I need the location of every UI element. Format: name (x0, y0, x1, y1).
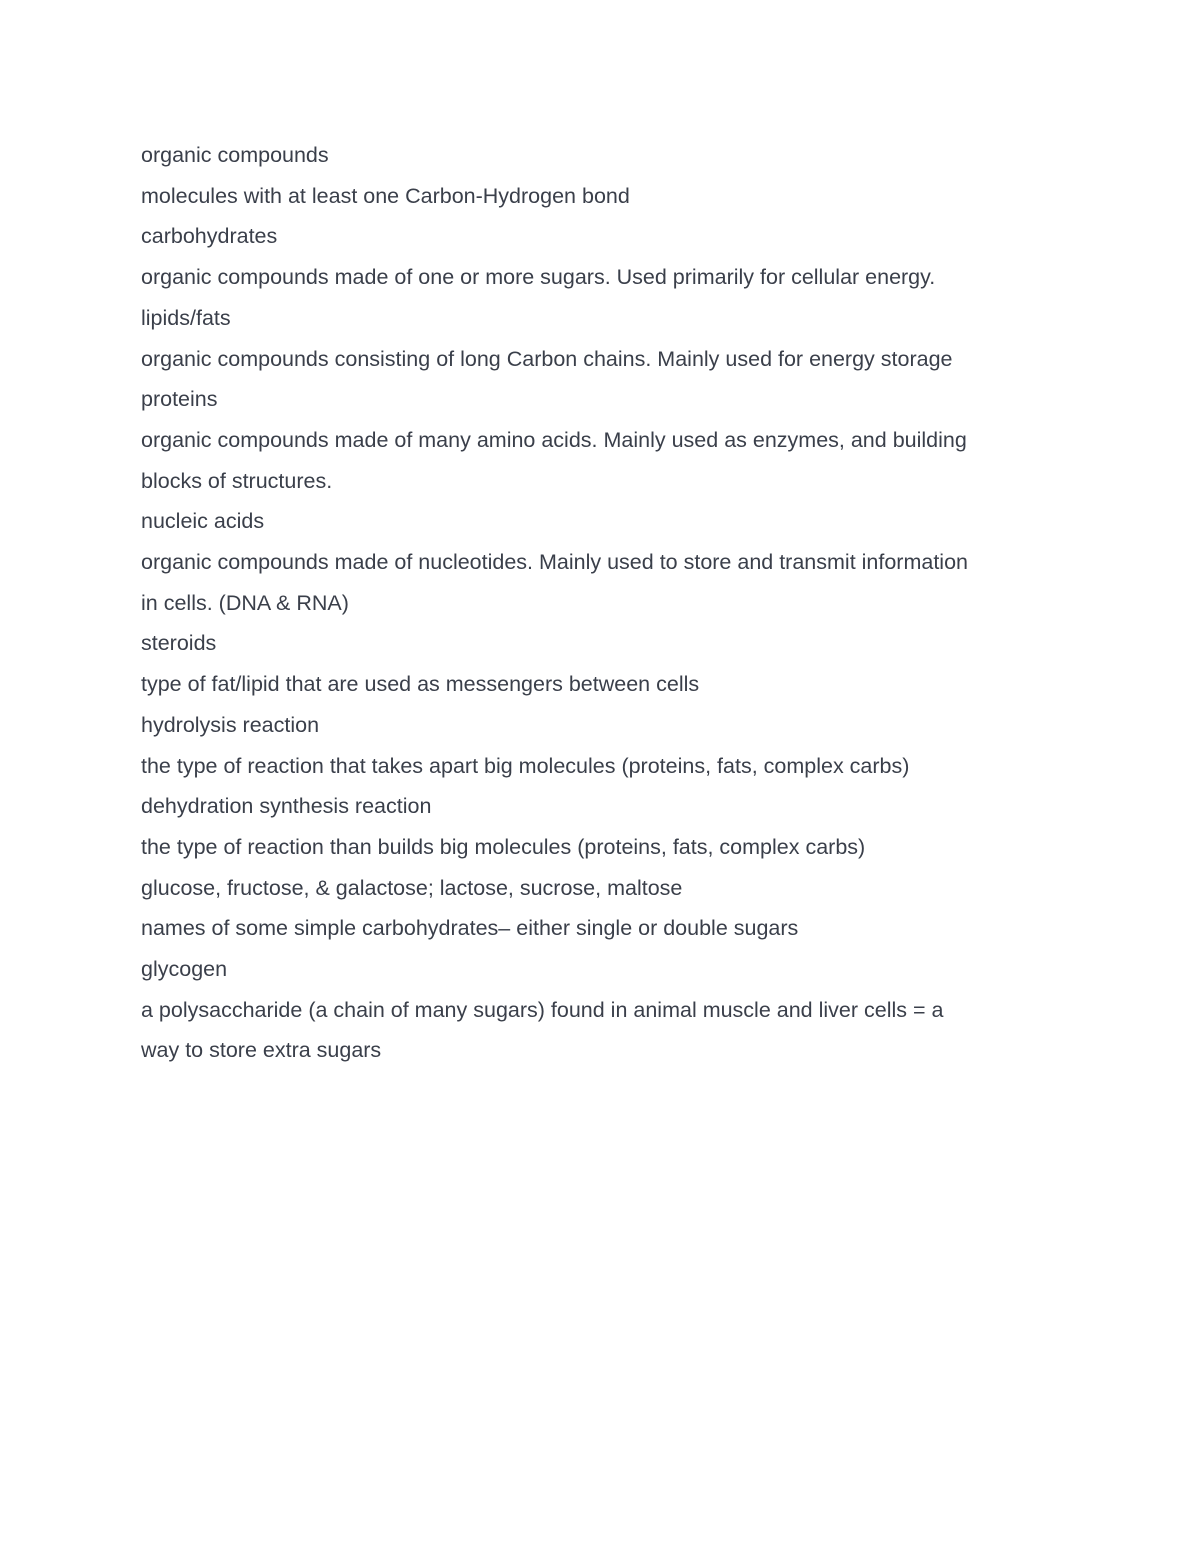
definition-steroids: type of fat/lipid that are used as messengers between cells (141, 672, 700, 697)
definition-proteins-line-1: organic compounds made of many amino acids. Mainly used as enzymes, and building (141, 427, 967, 452)
definition-carbohydrates: organic compounds made of one or more sugars. Used primarily for cellular energy. (141, 265, 936, 290)
definition-dehydration-synthesis-reaction: the type of reaction than builds big molecules (proteins, fats, complex carbs) (141, 834, 866, 859)
definition-lipids-fats: organic compounds consisting of long Carbon chains. Mainly used for energy storage (141, 346, 953, 371)
term-hydrolysis-reaction: hydrolysis reaction (141, 712, 320, 737)
term-carbohydrates: carbohydrates (141, 224, 278, 249)
definition-nucleic-acids-line-2: in cells. (DNA & RNA) (141, 590, 349, 615)
definition-nucleic-acids-line-1: organic compounds made of nucleotides. Mainly used to store and transmit information (141, 550, 968, 575)
term-proteins: proteins (141, 387, 218, 412)
term-lipids-fats: lipids/fats (141, 305, 231, 330)
term-simple-sugars: glucose, fructose, & galactose; lactose, sucrose, maltose (141, 875, 683, 900)
term-organic-compounds: organic compounds (141, 143, 329, 167)
definition-proteins-line-2: blocks of structures. (141, 468, 333, 493)
definition-organic-compounds: molecules with at least one Carbon-Hydrogen bond (141, 183, 630, 208)
term-dehydration-synthesis-reaction: dehydration synthesis reaction (141, 794, 432, 819)
definition-glycogen-line-2: way to store extra sugars (141, 1038, 382, 1063)
definition-hydrolysis-reaction: the type of reaction that takes apart big molecules (proteins, fats, complex carbs) (141, 753, 910, 778)
definition-glycogen-line-1: a polysaccharide (a chain of many sugars) found in animal muscle and liver cells = a (141, 997, 944, 1022)
term-steroids: steroids (141, 631, 217, 656)
term-glycogen: glycogen (141, 957, 228, 982)
term-nucleic-acids: nucleic acids (141, 509, 265, 534)
definition-simple-sugars: names of some simple carbohydrates– either single or double sugars (141, 916, 799, 941)
flashcard-list (141, 135, 1061, 1071)
